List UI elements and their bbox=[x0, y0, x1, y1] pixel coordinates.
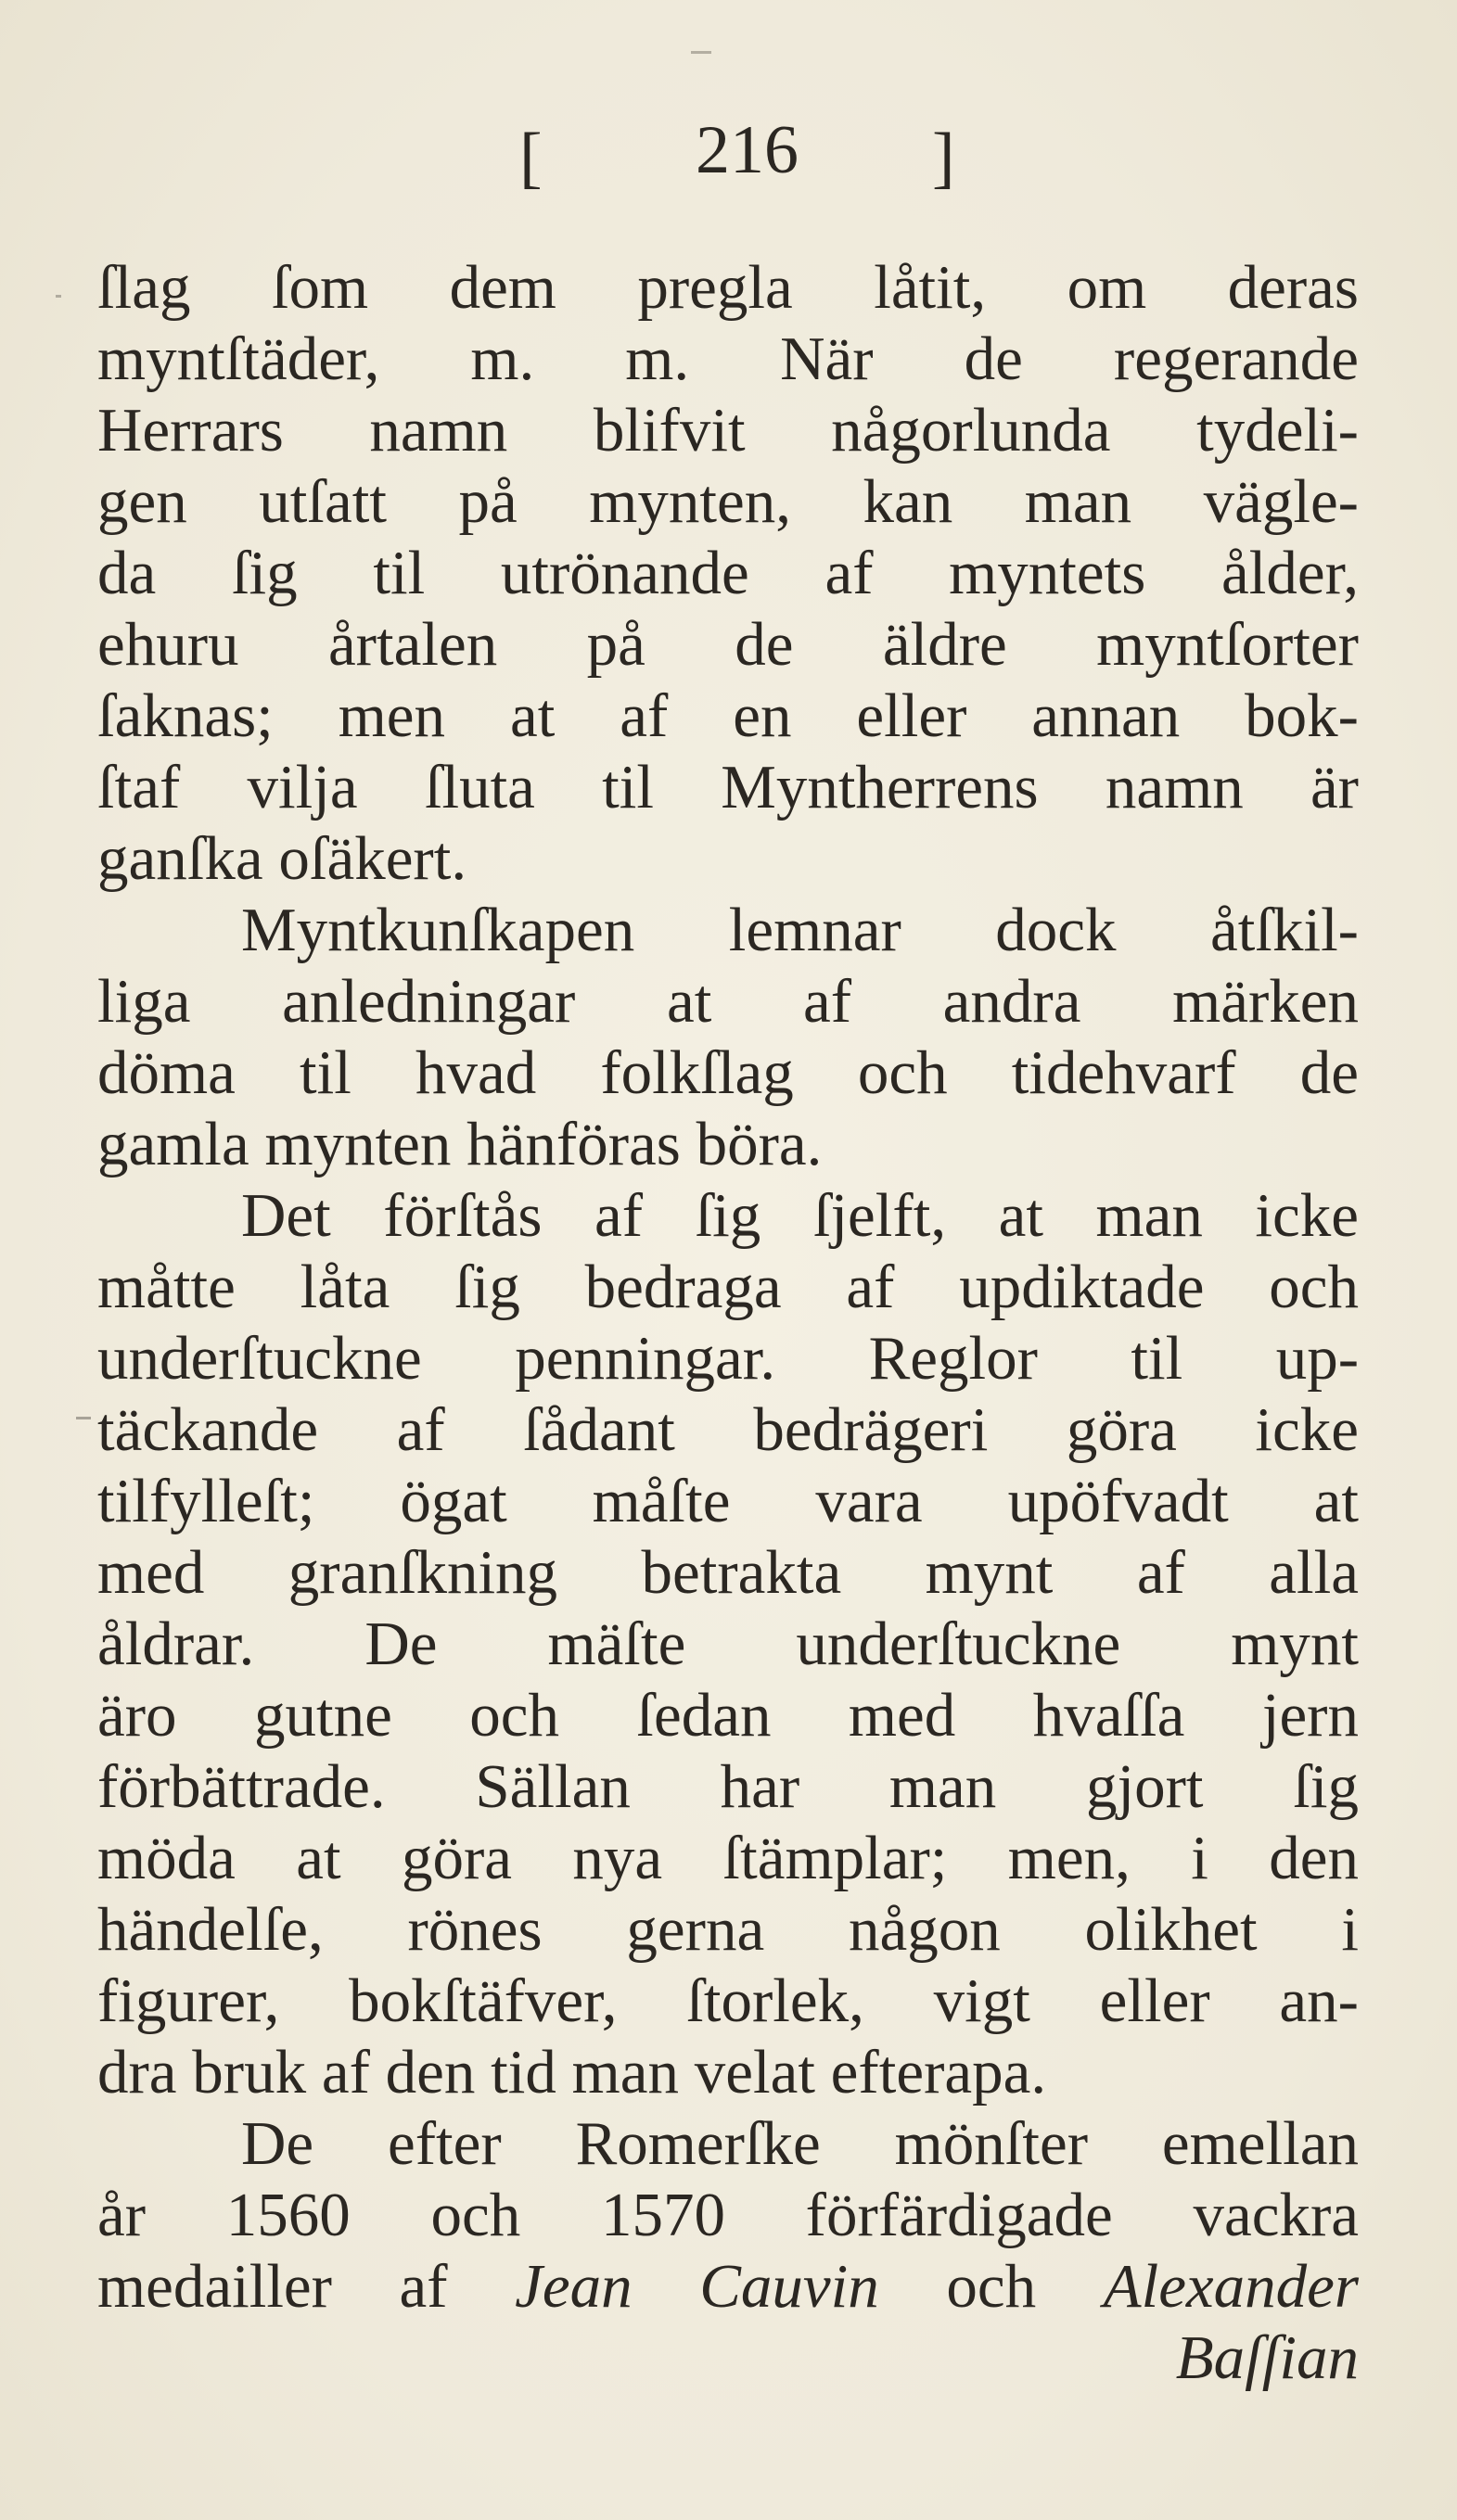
text-line: dra bruk af den tid man velat efterapa. bbox=[97, 2038, 1047, 2106]
last-line-prefix: medailler af bbox=[97, 2252, 516, 2321]
catchword: Baſſian bbox=[1175, 2323, 1359, 2392]
text-line: ſlag ſom dem pregla låtit, om deras bbox=[97, 253, 1359, 322]
top-dash-mark bbox=[691, 51, 711, 54]
margin-tick-mark bbox=[56, 295, 61, 298]
body-text bbox=[97, 252, 1359, 2394]
text-line: figurer, bokſtäfver, ſtorlek, vigt eller an- bbox=[97, 1966, 1359, 2035]
text-line: förbättrade. Sällan har man gjort ſig bbox=[97, 1752, 1359, 1821]
text-line: ſaknas; men at af en eller annan bok- bbox=[97, 681, 1359, 750]
italic-name-alexander: Alexander bbox=[1103, 2252, 1359, 2321]
margin-dash-mark bbox=[76, 1417, 91, 1419]
italic-name-jean-cauvin: Jean Cauvin bbox=[515, 2252, 879, 2321]
page-number: 216 bbox=[696, 112, 799, 188]
last-line-conjunction: och bbox=[878, 2252, 1104, 2321]
text-line: med granſkning betrakta mynt af alla bbox=[97, 1538, 1359, 1607]
text-line: Herrars namn blifvit någorlunda tydeli- bbox=[97, 396, 1359, 465]
text-line: liga anledningar at af andra märken bbox=[97, 967, 1359, 1036]
text-line: De efter Romerſke mönſter emellan bbox=[241, 2109, 1359, 2178]
text-line: da ſig til utrönande af myntets ålder, bbox=[97, 539, 1359, 607]
text-line: Det förſtås af ſig ſjelft, at man icke bbox=[241, 1181, 1359, 1250]
text-line: gen utſatt på mynten, kan man vägle- bbox=[97, 467, 1359, 536]
text-line: gamla mynten hänföras böra. bbox=[97, 1110, 823, 1178]
text-line: händelſe, rönes gerna någon olikhet i bbox=[97, 1895, 1359, 1964]
text-line: underſtuckne penningar. Reglor til up- bbox=[97, 1324, 1359, 1393]
text-line: myntſtäder, m. m. När de regerande bbox=[97, 325, 1359, 393]
text-line: ehuru årtalen på de äldre myntſorter bbox=[97, 610, 1359, 679]
header-bracket-right: ] bbox=[932, 120, 955, 196]
page-header bbox=[519, 111, 983, 204]
text-line: ganſka oſäkert. bbox=[97, 824, 467, 893]
text-line: åldrar. De mäſte underſtuckne mynt bbox=[97, 1610, 1359, 1678]
text-line: möda at göra nya ſtämplar; men, i den bbox=[97, 1824, 1359, 1892]
text-line: täckande af ſådant bedrägeri göra icke bbox=[97, 1395, 1359, 1464]
text-line: år 1560 och 1570 förfärdigade vackra bbox=[97, 2181, 1359, 2249]
text-line: äro gutne och ſedan med hvaſſa jern bbox=[97, 1681, 1359, 1750]
catchword-line bbox=[97, 2323, 1359, 2394]
text-line: tilfylleſt; ögat måſte vara upöfvadt at bbox=[97, 1467, 1359, 1535]
text-line: Myntkunſkapen lemnar dock åtſkil- bbox=[241, 896, 1359, 964]
text-line: ſtaf vilja ſluta til Myntherrens namn är bbox=[97, 753, 1359, 821]
text-line: döma til hvad folkſlag och tidehvarf de bbox=[97, 1038, 1359, 1107]
text-line: måtte låta ſig bedraga af updiktade och bbox=[97, 1253, 1359, 1321]
text-line-with-names bbox=[97, 2251, 1359, 2323]
header-bracket-left: [ bbox=[519, 120, 543, 196]
